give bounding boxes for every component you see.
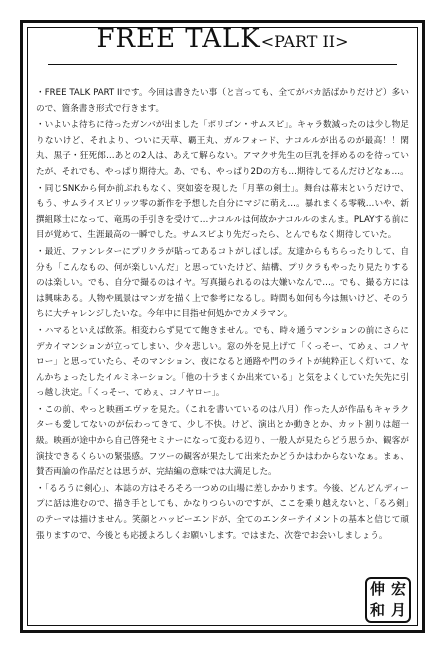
seal-char: 和 (369, 601, 385, 619)
seal-char: 伸 (369, 580, 385, 598)
paragraph-mansion: ・ ハマるといえば飲茶。相変わらず見てて飽きません。でも、時々通うマンションの前にさらにデカイマンションが立ってしまい、少々悲しい。窓の外を見上げて「くっそー、てめぇ、コノヤロー」と思っていたら、そのマンション、夜になると通路や門のライトが純粋正しく灯いて、なんかちょったしたイルミネーション。「他の十ラまくか出来ている」と気をよくしていた矢先に引っ越し決定。「くっそー、てめぇ、コノヤロー」。 (36, 324, 409, 402)
title-part: <PART II> (260, 32, 349, 51)
paragraph-gekka: ・ 同じSNKから何か前ぶれもなく、突如姿を現した「月華の剣士」。舞台は幕末というだけで、もう、サムライスピリッツ零の新作を予想した自分にマジに萌え…。暴れまくる零戦…いや、新撰組隊士になって、竜馬の手引きを受けて…ナコルルは何故かナコルルのまんま。PLAYする前に目が覚めて、生涯最高の一瞬でした。サムスピより先だったら、とんでもなく期待していた。 (36, 182, 409, 244)
paragraph-intro: ・ FREE TALK PART IIです。今回は書きたい事（と言っても、全てがバカ話ばかりだけど）多いので、箇条書き形式で行きます。 (36, 86, 409, 117)
seal-char: 月 (390, 601, 406, 619)
paragraph-polygon-samspi: ・ いよいよ待ちに待ったガンバが出ました「ポリゴン・サムスピ」。キャラ数減ったのは少し物足りないけど、それより、ついに天草、覇王丸、ガルフォード、ナコルルが出るのが最高！！閑丸、黒子・狂死郎…あとの2人は、あえて解らない。アマクサ先生の巨乳を拝めるのを待っていたが、それでも、やっぱり期待大。あ、でも、やっぱり2Dの方も…期待してるんだけどなぁ…。 (36, 118, 409, 180)
title-text: FREE TALK (96, 24, 261, 54)
page-title (0, 24, 445, 54)
title-divider (48, 64, 397, 65)
author-seal (365, 577, 411, 623)
seal-char: 宏 (390, 580, 406, 598)
paragraph-evangelion: ・ この前、やっと映画エヴァを見た。（これを書いているのは八月）作った人が作品もキャラクターも愛してないのが伝わってきて、少し不快。けど、演出とか動きとか、カット割りは超一級。映画が途中から自己啓発セミナーになって変わる辺り、一般人が見たらどう思うか、観客が演技できるくらいの緊張感。フツーの観客が果たして出来たかどうかはわからないなぁ。まぁ、賛否両論の作品だとは思うが、完結編の意味では大満足した。 (36, 403, 409, 481)
paragraph-purikura: ・ 最近、ファンレターにプリクラが貼ってあるコトがしばしば。友達からもちらったりして、自分も「こんなもの、何が楽しいんだ」と思っていたけど、結構、プリクラもやったり見たりするのは楽しい。でも、自分で撮るのはイヤ。写真撮られるのは大嫌いなんで…。でも、撮る方にはは興味ある。人物や風景はマンガを描く上で参考になるし。時間も如何も今は無いけど、そのうちに大チャレンジしたいな。今年中に目指せ何処かでカメラマン。 (36, 245, 409, 323)
free-talk-body (36, 86, 409, 583)
paragraph-rurouni-kenshin: ・ 「るろうに剣心」、本誌の方はそろそろ一つめの山場に差しかかります。今後、どんどんディープに話は進むので、描き手としても、かなりつらいのですが、ここを乗り越えないと、「るろ剣」のテーマは描けません。笑顔とハッピーエンドが、全てのエンターテイメントの基本と信じて頑張りますので、今後とも応援よろしくお願いします。ではまた、次巻でお会いしましょう。 (36, 482, 409, 544)
